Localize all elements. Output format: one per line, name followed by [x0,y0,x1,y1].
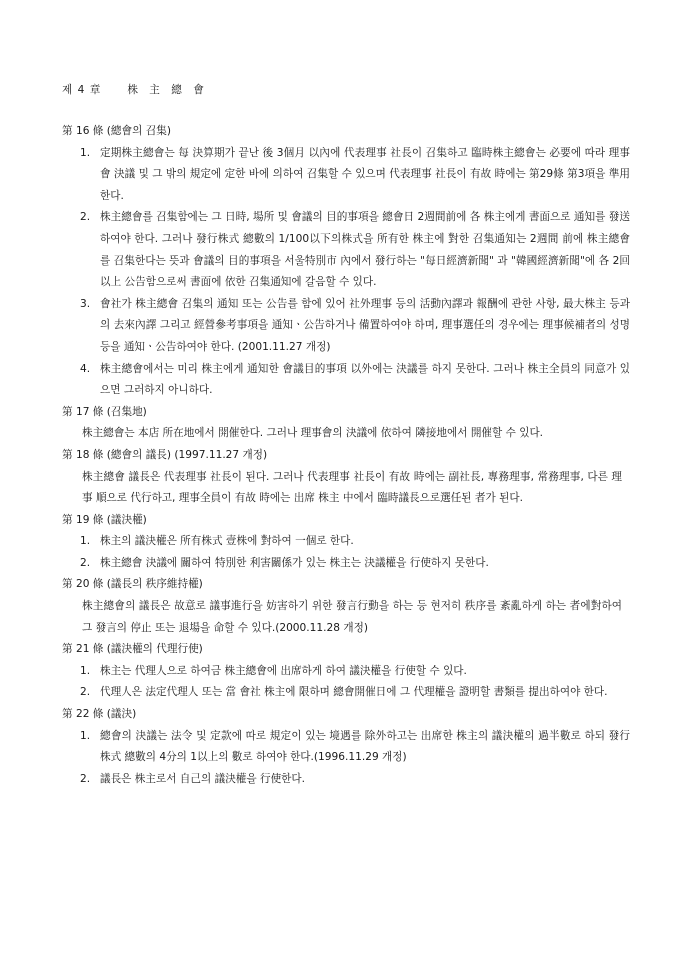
clause-text: 株主總會 決議에 關하여 特別한 利害關係가 있는 株主는 決議權을 行使하지 못한다. [100,556,489,569]
clause-number: 2. [80,686,91,699]
chapter-label: 제 4 章 [62,84,102,96]
article-clause [62,531,630,553]
article [62,402,630,445]
article-clause [62,294,630,359]
clause-number: 4. [80,362,91,375]
clause-text: 株主總會를 召集함에는 그 日時, 場所 및 會議의 目的事項을 總會日 2週間前에 各 株主에게 書面으로 通知를 發送하여야 한다. 그러나 發行株式 總數의 1/100以下의株式을 所有한 株主에 對한 召集通知는 2週間 前에 株主總會를 召集한다는 뜻과 會議의 目的事項을 서울特別市 內에서 發行하는 "每日經濟新聞" 과 "韓國經濟新聞"에 各 2回 以上 公告함으로써 書面에 依한 召集通知에 갈음할 수 있다. [100,211,630,289]
article-heading: 第 17 條 (召集地) [62,405,147,418]
chapter-title: 株 主 總 會 [127,84,208,96]
clause-number: 2. [80,772,91,785]
clause-text: 株主總會에서는 미리 株主에게 通知한 會議目的事項 以外에는 決議를 하지 못한다. 그러나 株主全員의 同意가 있으면 그러하지 아니하다. [100,362,630,397]
article-heading: 第 19 條 (議決權) [62,513,147,526]
clause-number: 1. [80,664,91,677]
article-text: 株主總會는 本店 所在地에서 開催한다. 그러나 理事會의 決議에 依하여 隣接地에서 開催할 수 있다. [82,427,544,440]
article-text: 株主總會 議長은 代表理事 社長이 된다. 그러나 代表理事 社長이 有故 時에는 副社長, 專務理事, 常務理事, 다른 理事 順으로 代行하고, 理事全員이 有故 時에는 出席 株主 中에서 臨時議長으로選任된 者가 된다. [82,470,622,505]
article-clause [62,143,630,208]
article [62,445,630,510]
clause-text: 定期株主總會는 每 決算期가 끝난 後 3個月 以內에 代表理事 社長이 召集하고 臨時株主總會는 必要에 따라 理事會 決議 및 그 밖의 規定에 定한 바에 의하여 召集할 수 있으며 代表理事 社長이 有故 時에는 第29條 第3項을 準用한다. [100,146,630,202]
clause-number: 2. [80,211,91,224]
clause-number: 1. [80,729,91,742]
clause-number: 1. [80,535,91,548]
clause-number: 3. [80,297,91,310]
article-heading: 第 21 條 (議決權의 代理行使) [62,643,203,656]
clause-text: 株主의 議決權은 所有株式 壹株에 對하여 一個로 한다. [100,535,354,548]
article-text: 株主總會의 議長은 故意로 議事進行을 妨害하기 위한 發言行動을 하는 등 현저히 秩序를 紊亂하게 하는 者에對하여 그 發言의 停止 또는 退場을 命할 수 있다.(2000.11.28 개정) [82,600,622,634]
chapter-heading [62,80,208,102]
article [62,510,630,575]
article-heading: 第 22 條 (議決) [62,708,137,721]
article-clause [62,769,630,791]
articles-body [62,121,630,790]
article-clause [62,682,630,704]
article-heading: 第 20 條 (議長의 秩序維持權) [62,578,203,591]
article-clause [62,726,630,769]
article-clause [62,359,630,402]
clause-text: 議長은 株主로서 自己의 議決權을 行使한다. [100,772,306,785]
article-clause [62,661,630,683]
clause-text: 株主는 代理人으로 하여금 株主總會에 出席하게 하여 議決權을 行使할 수 있다. [100,664,467,677]
clause-number: 1. [80,146,91,159]
article [62,121,630,402]
article [62,639,630,704]
article-heading: 第 18 條 (總會의 議長) (1997.11.27 개정) [62,448,268,461]
article-clause [62,553,630,575]
article-heading: 第 16 條 (總會의 召集) [62,125,172,137]
article-clause [62,207,630,293]
article [62,704,630,790]
clause-text: 總會의 決議는 法令 및 定款에 따로 規定이 있는 境遇를 除外하고는 出席한 株主의 議決權의 過半數로 하되 發行株式 總數의 4分의 1以上의 數로 하여야 한다.(1996.11.29 개정) [100,729,630,764]
clause-number: 2. [80,556,91,569]
article [62,574,630,639]
clause-text: 代理人은 法定代理人 또는 當 會社 株主에 限하며 總會開催日에 그 代理權을 證明할 書類를 提出하여야 한다. [100,686,608,699]
clause-text: 會社가 株主總會 召集의 通知 또는 公告를 함에 있어 社外理事 등의 活動內譯과 報酬에 관한 사항, 最大株主 등과의 去來內譯 그리고 經營參考事項을 通知ㆍ公告하거나 備置하여야 하며, 理事選任의 경우에는 理事候補者의 성명 등을 通知ㆍ公告하여야 한다. (2001.11.27 개정) [100,297,630,353]
